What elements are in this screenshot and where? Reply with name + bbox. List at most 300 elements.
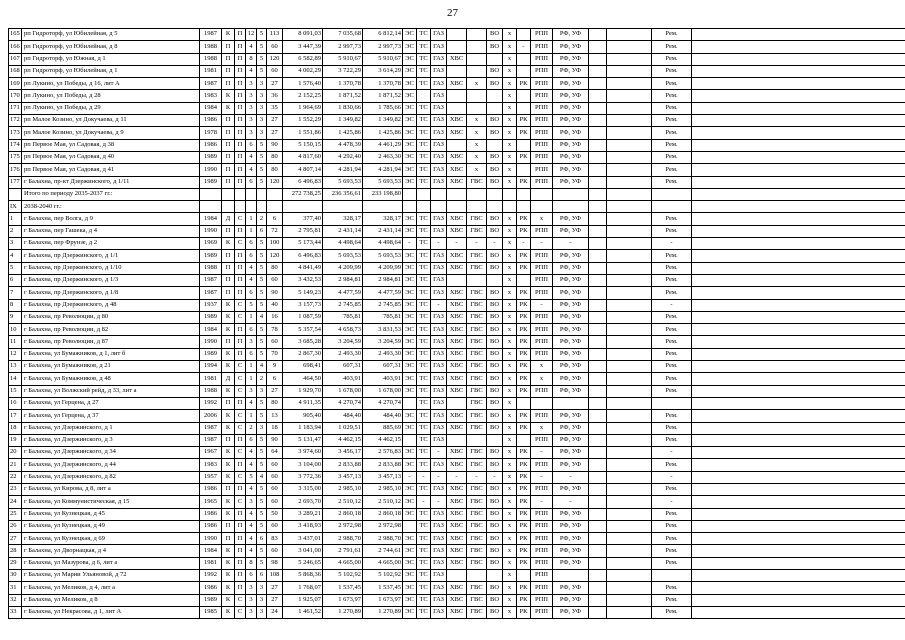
table-cell: Рем. xyxy=(652,53,692,65)
table-cell: РФ, УФ xyxy=(553,483,589,495)
table-cell: ТС xyxy=(417,434,431,446)
table-cell xyxy=(692,115,905,127)
table-cell: К xyxy=(222,324,235,336)
table-cell xyxy=(589,606,607,618)
table-cell: РПП xyxy=(531,164,553,176)
table-cell: ВО xyxy=(487,397,503,409)
table-cell xyxy=(589,311,607,323)
table-cell: г Балахна, пр Дзержинского, д 48 xyxy=(22,299,200,311)
table-cell xyxy=(607,422,652,434)
table-cell: РК xyxy=(517,324,531,336)
table-cell: х xyxy=(503,78,517,90)
table-cell: 1985 xyxy=(200,606,222,618)
table-cell: 2 972,98 xyxy=(323,520,363,532)
table-cell: - xyxy=(467,238,487,250)
table-cell: 98 xyxy=(267,557,283,569)
table-cell: 1984 xyxy=(200,213,222,225)
table-cell: 1 349,82 xyxy=(363,115,403,127)
table-cell: 1987 xyxy=(200,287,222,299)
table-cell: ВО xyxy=(487,348,503,360)
table-cell xyxy=(692,520,905,532)
table-cell: рп Гидроторф, ул Южная, д 1 xyxy=(22,53,200,65)
table-cell: ЭС xyxy=(403,533,417,545)
table-cell: ГАЗ xyxy=(431,29,447,41)
table-cell: 1989 xyxy=(200,311,222,323)
table-cell xyxy=(607,90,652,102)
table-cell: х xyxy=(531,213,553,225)
table-cell: РПП xyxy=(531,570,553,582)
table-cell: П xyxy=(235,533,246,545)
table-cell: 3 447,39 xyxy=(283,41,323,53)
table-cell: РПП xyxy=(531,90,553,102)
table-cell: 171 xyxy=(9,102,22,114)
table-cell: ГВС xyxy=(467,225,487,237)
table-cell: 4 498,64 xyxy=(323,238,363,250)
table-cell: ВО xyxy=(487,582,503,594)
table-cell: РПП xyxy=(531,41,553,53)
table-cell: ХВС xyxy=(447,311,467,323)
table-cell: 3 831,53 xyxy=(363,324,403,336)
table-cell: 4 477,59 xyxy=(323,287,363,299)
table-row xyxy=(9,262,905,274)
table-cell: ЭС xyxy=(403,545,417,557)
table-cell: П xyxy=(235,139,246,151)
table-cell: ТС xyxy=(417,53,431,65)
table-cell: Рем. xyxy=(652,274,692,286)
table-cell: 5 xyxy=(257,508,267,520)
table-cell: РФ, УФ xyxy=(553,434,589,446)
table-cell xyxy=(607,410,652,422)
table-cell: 175 xyxy=(9,151,22,163)
table-cell: 4 xyxy=(246,397,257,409)
table-cell: - xyxy=(652,447,692,459)
table-cell: 3 xyxy=(246,90,257,102)
table-row xyxy=(9,410,905,422)
table-cell: П xyxy=(235,570,246,582)
table-cell: 1981 xyxy=(200,557,222,569)
table-cell xyxy=(235,201,246,213)
table-cell xyxy=(692,508,905,520)
table-row xyxy=(9,336,905,348)
table-cell: ХВС xyxy=(447,606,467,618)
table-cell: рп Малое Козино, ул Докучаева, д 9 xyxy=(22,127,200,139)
table-cell: 64 xyxy=(267,447,283,459)
table-cell: х xyxy=(503,115,517,127)
table-cell: 1 xyxy=(246,311,257,323)
table-cell xyxy=(553,188,589,200)
table-cell: ГВС xyxy=(467,176,487,188)
table-cell: 1 785,66 xyxy=(363,102,403,114)
table-cell: 1990 xyxy=(200,225,222,237)
table-cell: 2 xyxy=(246,422,257,434)
table-row xyxy=(9,557,905,569)
table-cell: х xyxy=(503,557,517,569)
table-cell xyxy=(607,483,652,495)
table-cell: 4 xyxy=(246,151,257,163)
table-cell: рп Лукино, ул Победы, д 28 xyxy=(22,90,200,102)
table-cell: рп Первое Мая, ул Садовая, д 38 xyxy=(22,139,200,151)
table-cell: ТС xyxy=(417,115,431,127)
table-cell: 377,40 xyxy=(283,213,323,225)
table-cell: 5 102,92 xyxy=(323,570,363,582)
table-cell: ГАЗ xyxy=(431,225,447,237)
table-cell: ВО xyxy=(487,545,503,557)
table-cell: ХВС xyxy=(447,533,467,545)
table-cell: 484,40 xyxy=(323,410,363,422)
table-cell: 785,81 xyxy=(323,311,363,323)
table-cell xyxy=(589,434,607,446)
table-cell xyxy=(487,90,503,102)
table-cell xyxy=(607,65,652,77)
table-cell: ХВС xyxy=(447,287,467,299)
table-cell: 4 498,64 xyxy=(363,238,403,250)
table-cell xyxy=(589,570,607,582)
table-cell: РК xyxy=(517,557,531,569)
table-cell: г Балахна, ул Герцена, д 37 xyxy=(22,410,200,422)
table-cell xyxy=(417,201,431,213)
table-cell: 16 xyxy=(267,311,283,323)
table-cell: ТС xyxy=(417,422,431,434)
table-cell: ТС xyxy=(417,29,431,41)
table-cell xyxy=(283,201,323,213)
table-cell xyxy=(692,385,905,397)
table-cell xyxy=(467,65,487,77)
table-cell xyxy=(607,520,652,532)
table-cell: 2 xyxy=(257,373,267,385)
table-cell: РФ, УФ xyxy=(553,127,589,139)
table-cell: 60 xyxy=(267,520,283,532)
table-cell: ЭС xyxy=(403,311,417,323)
table-cell xyxy=(607,397,652,409)
table-cell: Рем. xyxy=(652,410,692,422)
table-row xyxy=(9,496,905,508)
table-cell: 5 xyxy=(9,262,22,274)
table-cell: ХВС xyxy=(447,373,467,385)
table-cell: ХВС xyxy=(447,385,467,397)
table-cell: 1 678,00 xyxy=(363,385,403,397)
table-cell: 1 370,78 xyxy=(323,78,363,90)
table-cell: ТС xyxy=(417,41,431,53)
table-cell: 177 xyxy=(9,176,22,188)
table-cell: 1984 xyxy=(200,545,222,557)
table-cell: РПП xyxy=(531,336,553,348)
table-cell: 6 xyxy=(246,324,257,336)
table-cell: 1987 xyxy=(200,274,222,286)
table-cell: 5 xyxy=(257,447,267,459)
table-cell: 4 xyxy=(246,274,257,286)
table-cell: ГАЗ xyxy=(431,373,447,385)
table-cell xyxy=(589,201,607,213)
table-cell: 1990 xyxy=(200,164,222,176)
table-cell: 3 041,00 xyxy=(283,545,323,557)
table-cell: г Балахна, ул Кирова, д 8, лит а xyxy=(22,483,200,495)
table-cell: ГАЗ xyxy=(431,127,447,139)
table-cell xyxy=(607,127,652,139)
table-cell: 403,91 xyxy=(363,373,403,385)
table-cell: ЭС xyxy=(403,127,417,139)
table-cell: 100 xyxy=(267,238,283,250)
table-cell: РПП xyxy=(531,410,553,422)
table-cell: 2 791,61 xyxy=(323,545,363,557)
table-cell: П xyxy=(235,102,246,114)
table-cell: 5 693,53 xyxy=(363,250,403,262)
table-cell: ТС xyxy=(417,483,431,495)
table-cell: х xyxy=(503,29,517,41)
table-cell: 5 xyxy=(257,65,267,77)
table-cell: РК xyxy=(517,496,531,508)
table-cell xyxy=(607,557,652,569)
table-cell: РФ, УФ xyxy=(553,139,589,151)
table-cell: 60 xyxy=(267,65,283,77)
table-cell xyxy=(447,434,467,446)
table-cell: П xyxy=(222,151,235,163)
table-cell xyxy=(200,188,222,200)
table-row xyxy=(9,606,905,618)
table-cell xyxy=(403,434,417,446)
table-cell xyxy=(607,582,652,594)
table-cell: ТС xyxy=(417,582,431,594)
table-cell: 3 614,29 xyxy=(363,65,403,77)
table-cell: РПП xyxy=(531,483,553,495)
table-cell: П xyxy=(235,582,246,594)
table-cell: РФ, УФ xyxy=(553,533,589,545)
table-cell: РПП xyxy=(531,29,553,41)
table-cell xyxy=(589,459,607,471)
table-cell: 3 xyxy=(9,238,22,250)
table-cell xyxy=(589,373,607,385)
table-cell: РФ, УФ xyxy=(553,299,589,311)
table-cell: 30 xyxy=(9,570,22,582)
table-cell: ГАЗ xyxy=(431,520,447,532)
table-cell: г Балахна, пр Дзержинского, д 1/1 xyxy=(22,250,200,262)
table-cell: Рем. xyxy=(652,508,692,520)
table-cell: 6 xyxy=(246,176,257,188)
table-cell xyxy=(246,201,257,213)
table-cell: П xyxy=(222,520,235,532)
table-cell: 6 812,14 xyxy=(363,29,403,41)
table-cell: 1987 xyxy=(200,29,222,41)
table-cell: ТС xyxy=(417,459,431,471)
table-cell xyxy=(692,483,905,495)
table-cell: Рем. xyxy=(652,520,692,532)
table-cell: П xyxy=(235,459,246,471)
table-cell: 27 xyxy=(267,115,283,127)
table-cell: РК xyxy=(517,262,531,274)
table-cell: ТС xyxy=(417,324,431,336)
table-cell: РФ, УФ xyxy=(553,459,589,471)
table-cell xyxy=(652,570,692,582)
table-cell: ВО xyxy=(487,164,503,176)
table-cell: ВО xyxy=(487,496,503,508)
table-cell: 90 xyxy=(267,139,283,151)
table-cell: 1 830,66 xyxy=(323,102,363,114)
table-row xyxy=(9,422,905,434)
table-cell xyxy=(607,533,652,545)
table-cell: ХВС xyxy=(447,213,467,225)
table-cell: РК xyxy=(517,299,531,311)
table-cell: ЭС xyxy=(403,262,417,274)
table-cell: 40 xyxy=(267,299,283,311)
table-cell: ЭС xyxy=(403,483,417,495)
table-cell: - xyxy=(553,238,589,250)
table-cell: П xyxy=(235,53,246,65)
table-cell xyxy=(607,508,652,520)
table-cell: 1967 xyxy=(200,447,222,459)
table-cell: х xyxy=(503,213,517,225)
table-cell: ВО xyxy=(487,373,503,385)
table-row xyxy=(9,348,905,360)
table-cell xyxy=(692,422,905,434)
table-cell: 233 198,80 xyxy=(363,188,403,200)
table-cell: - xyxy=(531,299,553,311)
table-cell: - xyxy=(553,471,589,483)
table-cell: х xyxy=(467,115,487,127)
table-cell: П xyxy=(235,29,246,41)
table-cell: 5 xyxy=(257,164,267,176)
table-cell: 8 xyxy=(246,53,257,65)
table-cell: 3 204,59 xyxy=(363,336,403,348)
table-cell: 2 745,85 xyxy=(323,299,363,311)
table-cell: 4 xyxy=(257,471,267,483)
table-cell: х xyxy=(503,90,517,102)
table-cell: х xyxy=(503,65,517,77)
table-cell: х xyxy=(467,139,487,151)
table-cell: 5 131,47 xyxy=(283,434,323,446)
table-cell: 5 xyxy=(257,545,267,557)
table-cell xyxy=(692,238,905,250)
table-cell: РК xyxy=(517,545,531,557)
table-cell: Рем. xyxy=(652,459,692,471)
table-cell: 4 270,74 xyxy=(323,397,363,409)
table-cell: П xyxy=(235,397,246,409)
table-cell: 272 738,25 xyxy=(283,188,323,200)
table-cell: ВО xyxy=(487,29,503,41)
table-cell xyxy=(692,213,905,225)
table-cell: РФ, УФ xyxy=(553,410,589,422)
table-cell: 2 988,70 xyxy=(323,533,363,545)
table-cell: - xyxy=(531,496,553,508)
table-cell: 1984 xyxy=(200,102,222,114)
table-cell: 3 xyxy=(257,115,267,127)
table-cell: х xyxy=(503,127,517,139)
table-cell: ГАЗ xyxy=(431,336,447,348)
table-cell: 5 910,67 xyxy=(323,53,363,65)
table-cell: 3 xyxy=(257,385,267,397)
table-cell: 120 xyxy=(267,250,283,262)
table-cell xyxy=(692,570,905,582)
table-cell: 5 xyxy=(257,520,267,532)
table-cell: РПП xyxy=(531,385,553,397)
table-cell: К xyxy=(222,90,235,102)
table-cell: 170 xyxy=(9,90,22,102)
table-cell: 5 910,67 xyxy=(363,53,403,65)
table-row xyxy=(9,324,905,336)
table-cell: П xyxy=(235,434,246,446)
table-cell xyxy=(607,188,652,200)
table-cell: П xyxy=(235,348,246,360)
table-cell: С xyxy=(235,594,246,606)
table-cell: РФ, УФ xyxy=(553,287,589,299)
table-cell xyxy=(589,127,607,139)
table-row xyxy=(9,90,905,102)
table-cell: ВО xyxy=(487,361,503,373)
table-cell: РФ, УФ xyxy=(553,582,589,594)
table-cell: г Балахна, ул Марии Ульяновой, д 72 xyxy=(22,570,200,582)
table-cell: РПП xyxy=(531,606,553,618)
table-cell: 1986 xyxy=(200,520,222,532)
table-cell: 13 xyxy=(267,410,283,422)
table-cell: 1986 xyxy=(200,483,222,495)
table-cell: - xyxy=(531,471,553,483)
table-cell: П xyxy=(222,176,235,188)
table-cell: г Балахна, пр-кт Дзержинского, д 1/11 xyxy=(22,176,200,188)
table-cell: 6 xyxy=(246,238,257,250)
table-cell: ГВС xyxy=(467,348,487,360)
table-cell xyxy=(692,336,905,348)
table-row xyxy=(9,447,905,459)
period-row xyxy=(9,201,905,213)
table-cell xyxy=(692,348,905,360)
table-cell: ХВС xyxy=(447,447,467,459)
table-cell: - xyxy=(517,238,531,250)
table-cell: 1 xyxy=(246,213,257,225)
table-cell: 5 xyxy=(257,483,267,495)
table-cell: 24 xyxy=(267,606,283,618)
table-cell: ХВС xyxy=(447,53,467,65)
table-cell xyxy=(517,570,531,582)
table-cell: 13 xyxy=(9,361,22,373)
table-cell xyxy=(589,90,607,102)
table-cell xyxy=(403,188,417,200)
table-cell: П xyxy=(222,65,235,77)
table-cell: 1988 xyxy=(200,53,222,65)
table-cell: ВО xyxy=(487,176,503,188)
table-cell: х xyxy=(503,520,517,532)
table-cell xyxy=(467,201,487,213)
table-cell xyxy=(467,274,487,286)
table-cell xyxy=(692,533,905,545)
table-cell: П xyxy=(235,287,246,299)
table-cell: 2 833,88 xyxy=(323,459,363,471)
table-cell xyxy=(517,90,531,102)
table-cell: - xyxy=(652,496,692,508)
table-cell: ВО xyxy=(487,225,503,237)
table-cell: К xyxy=(222,385,235,397)
table-cell: Рем. xyxy=(652,164,692,176)
table-cell: РПП xyxy=(531,262,553,274)
table-cell: 90 xyxy=(267,287,283,299)
table-cell xyxy=(692,151,905,163)
table-cell: - xyxy=(652,471,692,483)
table-cell: 3 685,28 xyxy=(283,336,323,348)
table-cell: К xyxy=(222,238,235,250)
table-cell: 2 xyxy=(257,213,267,225)
table-cell: Рем. xyxy=(652,262,692,274)
table-cell: 2 985,10 xyxy=(323,483,363,495)
table-cell: Рем. xyxy=(652,29,692,41)
table-cell: ХВС xyxy=(447,225,467,237)
table-cell xyxy=(607,434,652,446)
table-cell: Рем. xyxy=(652,127,692,139)
table-cell xyxy=(589,508,607,520)
table-cell: 1987 xyxy=(200,434,222,446)
table-cell: г Балахна, ул Меликов, д 8 xyxy=(22,594,200,606)
table-cell: ЭС xyxy=(403,151,417,163)
table-cell: ЭС xyxy=(403,496,417,508)
table-cell: П xyxy=(222,483,235,495)
table-cell: 2 867,30 xyxy=(283,348,323,360)
table-cell: ВО xyxy=(487,594,503,606)
